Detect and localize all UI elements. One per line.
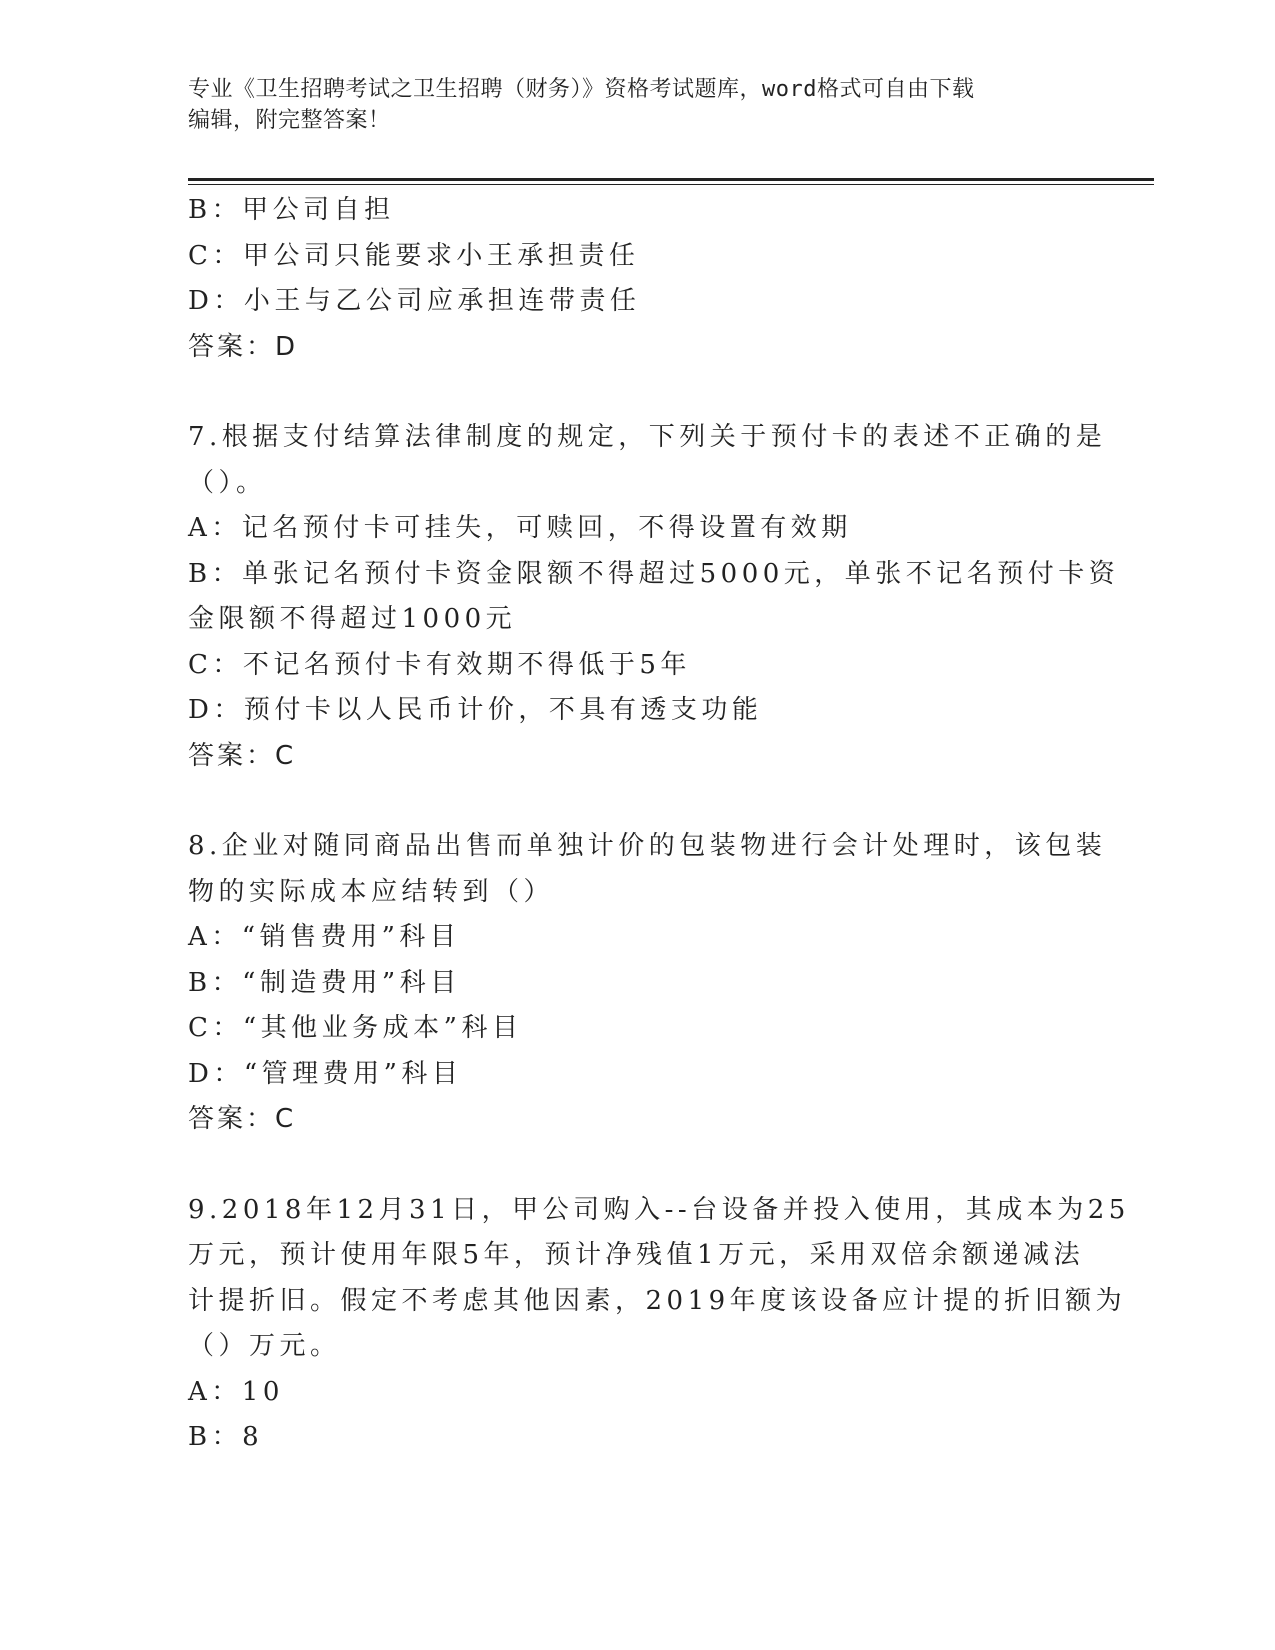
question-stem: 9.2018年12月31日，甲公司购入--台设备并投入使用，其成本为25	[188, 1194, 1130, 1225]
question-7	[188, 415, 1120, 779]
question-stem-continued: （）。	[188, 467, 267, 498]
header-divider-thick	[188, 178, 1154, 181]
option-a: A：“销售费用”科目	[188, 922, 461, 952]
question-list	[188, 188, 1130, 1461]
question-stem: 8.企业对随同商品出售而单独计价的包装物进行会计处理时，该包装	[188, 831, 1107, 861]
option-b: B：“制造费用”科目	[188, 967, 461, 998]
answer-label: 答案：D	[188, 331, 299, 362]
option-b-continued: 金限额不得超过1000元	[188, 604, 517, 634]
question-6-tail	[188, 188, 1078, 370]
header-title-line2: 编辑，附完整答案！	[188, 108, 391, 133]
spacer	[188, 779, 1078, 824]
question-stem-continued: （）万元。	[188, 1331, 341, 1361]
option-b: B：甲公司自担	[188, 195, 395, 225]
option-c: C：“其他业务成本”科目	[188, 1013, 523, 1043]
question-stem: 7.根据支付结算法律制度的规定，下列关于预付卡的表述不正确的是	[188, 422, 1107, 452]
option-b: B：8	[188, 1422, 264, 1452]
answer-label: 答案：C	[188, 740, 297, 771]
option-b: B：单张记名预付卡资金限额不得超过5000元，单张不记名预付卡资	[188, 558, 1120, 589]
option-a: A：10	[188, 1376, 284, 1407]
document-header	[188, 74, 1088, 136]
spacer	[188, 370, 1078, 415]
question-8	[188, 824, 1107, 1143]
header-divider-thin	[188, 184, 1154, 185]
question-9	[188, 1188, 1130, 1461]
header-title-line1: 专业《卫生招聘考试之卫生招聘（财务）》资格考试题库，word格式可自由下载	[188, 77, 975, 102]
option-a: A：记名预付卡可挂失，可赎回，不得设置有效期	[188, 513, 852, 543]
spacer	[188, 1143, 1078, 1188]
option-c: C：甲公司只能要求小王承担责任	[188, 240, 640, 271]
question-stem-continued: 计提折旧。假定不考虑其他因素，2019年度该设备应计提的折旧额为	[188, 1285, 1127, 1316]
option-d: D：“管理费用”科目	[188, 1058, 463, 1089]
option-c: C：不记名预付卡有效期不得低于5年	[188, 649, 691, 680]
question-stem-continued: 万元，预计使用年限5年，预计净残值1万元，采用双倍余额递减法	[188, 1240, 1085, 1270]
option-d: D：小王与乙公司应承担连带责任	[188, 286, 641, 316]
question-stem-continued: 物的实际成本应结转到（）	[188, 876, 555, 907]
answer-label: 答案：C	[188, 1104, 297, 1134]
option-d: D：预付卡以人民币计价，不具有透支功能	[188, 695, 763, 725]
